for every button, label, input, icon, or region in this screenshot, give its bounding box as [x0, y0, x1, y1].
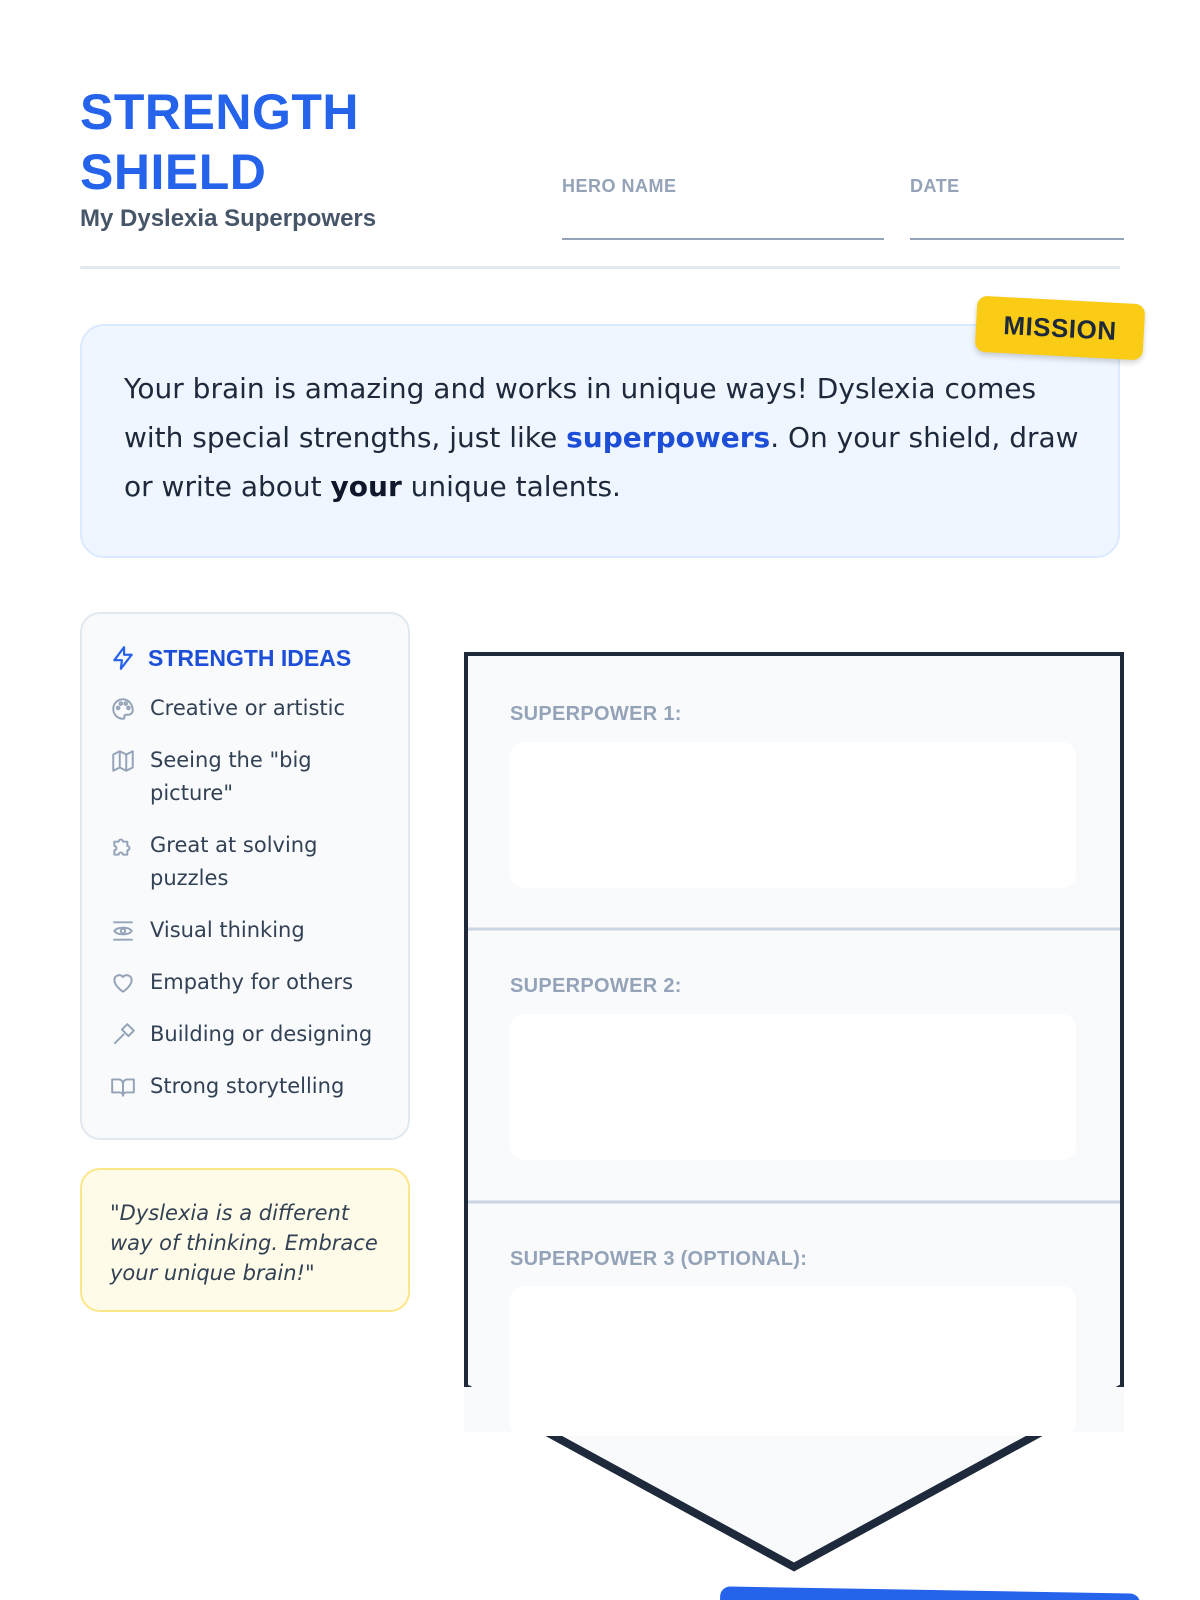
idea-item-empathy: Empathy for others: [110, 966, 400, 999]
mission-highlight: superpowers: [566, 421, 771, 454]
idea-item-creative: Creative or artistic: [110, 692, 400, 725]
title-line-1: STRENGTH: [80, 84, 359, 140]
footer-accent-bar: [720, 1586, 1140, 1600]
superpower-3-label: SUPERPOWER 3 (OPTIONAL):: [510, 1248, 808, 1270]
lightning-icon: [110, 644, 136, 672]
heart-icon: [110, 970, 136, 996]
idea-item-storytelling: Strong storytelling: [110, 1070, 400, 1103]
quote-card: [80, 1168, 410, 1312]
quote-text: "Dyslexia is a different way of thinking. Embrace your unique brain!": [110, 1201, 378, 1285]
page-title: [80, 82, 359, 202]
idea-item-big-picture: Seeing the "big picture": [110, 744, 400, 810]
strength-ideas-card: [80, 612, 410, 1140]
mission-bold: your: [330, 470, 402, 503]
title-line-2: SHIELD: [80, 144, 267, 200]
idea-item-building: Building or designing: [110, 1018, 400, 1051]
palette-icon: [110, 696, 136, 722]
date-field[interactable]: [910, 238, 1124, 240]
superpower-1-label: SUPERPOWER 1:: [510, 703, 682, 725]
mission-text: Your brain is amazing and works in unique ways! Dyslexia comes with special strengths, just like superpowers. On your shield, draw or write about your unique talents.: [124, 372, 1079, 503]
hero-name-field[interactable]: [562, 238, 884, 240]
mission-box: [80, 324, 1120, 558]
superpower-3-input[interactable]: [510, 1286, 1076, 1436]
mission-badge: MISSION: [975, 296, 1146, 361]
superpower-2-label: SUPERPOWER 2:: [510, 975, 682, 997]
header-divider: [80, 266, 1120, 269]
hammer-icon: [110, 1022, 136, 1048]
map-icon: [110, 748, 136, 774]
hero-name-label: HERO NAME: [562, 176, 677, 196]
book-icon: [110, 1074, 136, 1100]
superpower-1-input[interactable]: [510, 742, 1076, 888]
eye-icon: [110, 918, 136, 944]
page-subtitle: My Dyslexia Superpowers: [80, 205, 377, 232]
date-label: DATE: [910, 176, 960, 196]
puzzle-icon: [110, 833, 136, 859]
strength-ideas-title: STRENGTH IDEAS: [110, 644, 351, 672]
idea-item-puzzles: Great at solving puzzles: [110, 829, 400, 895]
idea-item-visual-thinking: Visual thinking: [110, 914, 400, 947]
superpower-2-input[interactable]: [510, 1014, 1076, 1160]
